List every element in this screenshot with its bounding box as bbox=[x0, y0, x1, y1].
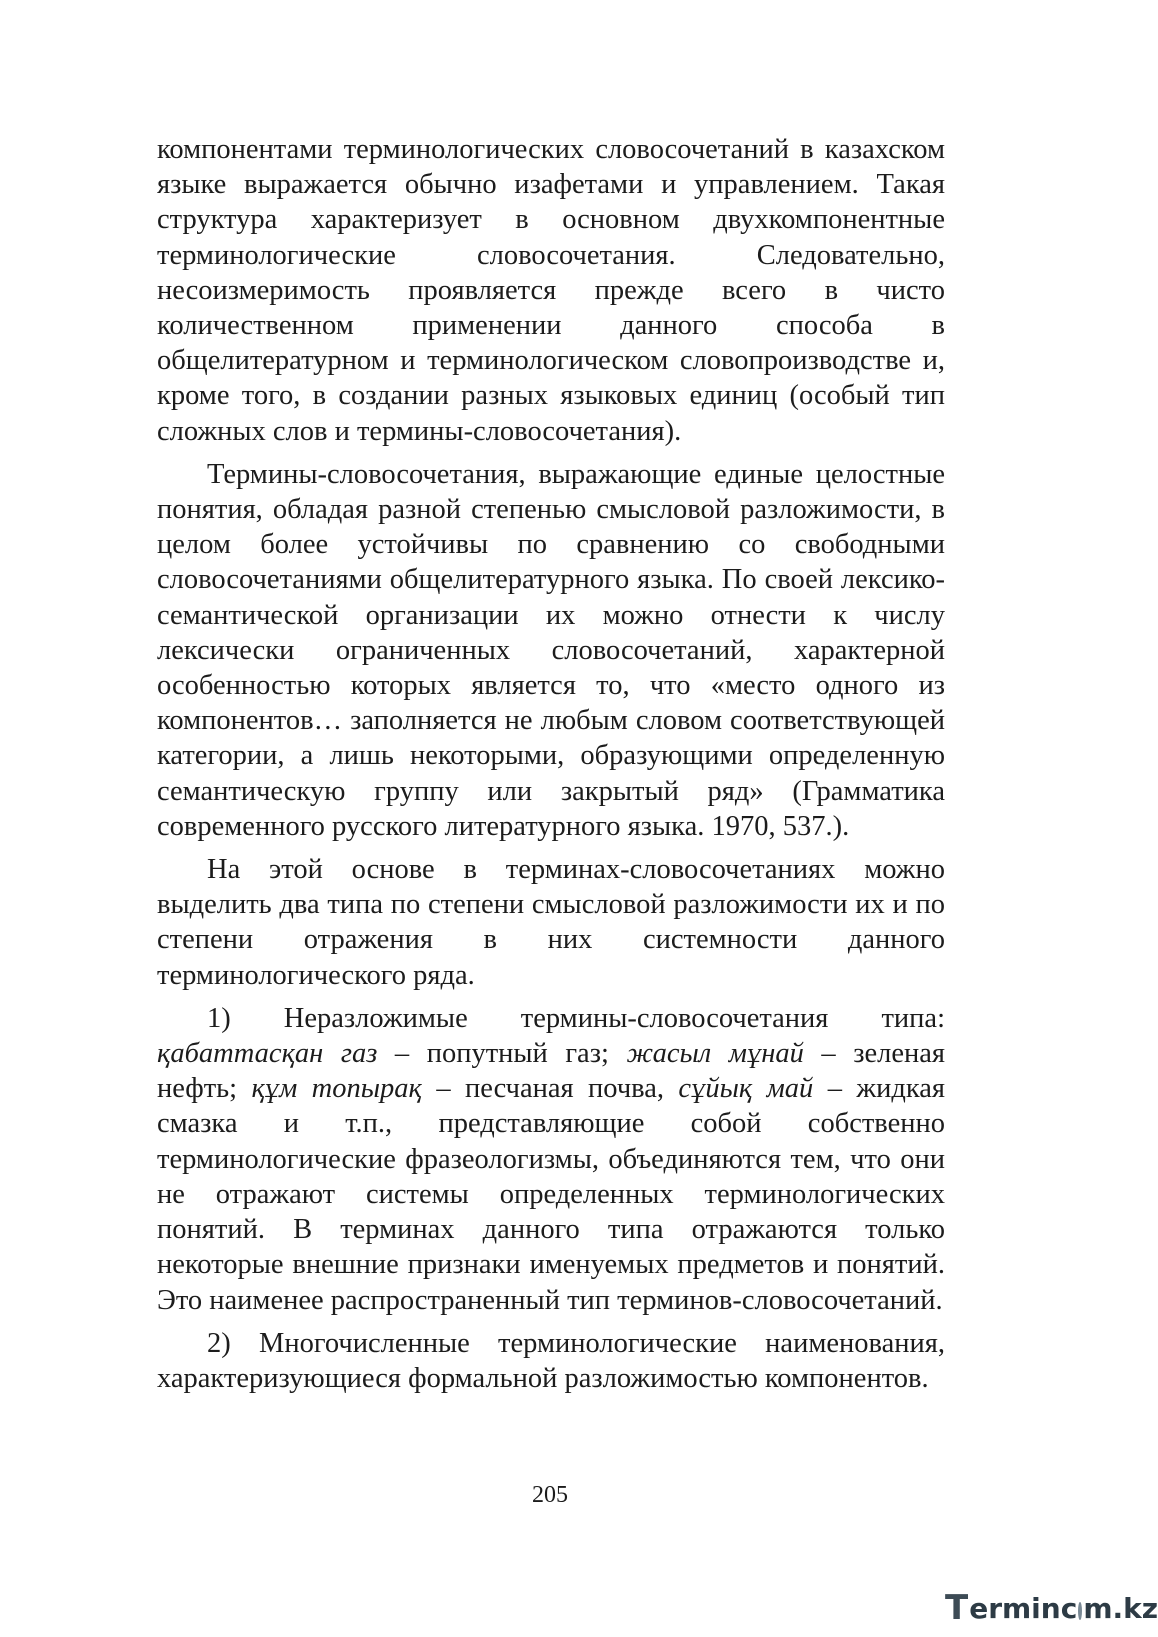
translation: – попутный газ; bbox=[377, 1038, 627, 1070]
watermark-text-1: erminc bbox=[969, 1591, 1078, 1625]
item1-rest: – жидкая смазка и т.п., представляющие собой собственно терминологические фразеологизмы, объединяются тем, что они не отражают системы определенных терминологических понятий. В терминах данного типа отражаются только некоторые внешние признаки именуемых предметов и понятий. Это наименее распространенный тип терминов-словосочетаний. bbox=[157, 1073, 945, 1316]
paragraph-continuation: компонентами терминологических словосочетаний в казахском языке выражается обычно изафетами и управлением. Такая структура характеризует в основном двухкомпонентные терминологические словосочетания. Следовательно, несоизмеримость проявляется прежде всего в чисто количественном применении данного способа в общелитературном и терминологическом словопроизводстве и, кроме того, в создании разных языковых единиц (особый тип сложных слов и термины-словосочетания). bbox=[157, 134, 945, 447]
kazakh-term: құм топырақ bbox=[251, 1073, 422, 1105]
translation: – зеленая нефть; bbox=[157, 1038, 945, 1105]
kazakh-term: қабаттасқан газ bbox=[157, 1038, 378, 1070]
list-item-1 bbox=[157, 1001, 945, 1318]
paragraph-terms-phrases: Термины-словосочетания, выражающие единые целостные понятия, обладая разной степенью смысловой разложимости, в целом более устойчивы по сравнению со свободными словосочетаниями общелитературного языка. По своей лексико-семантической организации их можно отнести к числу лексически ограниченных словосочетаний, характерной особенностью которых является то, что «место одного из компонентов… заполняется не любым словом соответствующей категории, а лишь некоторыми, образующими определенную семантическую группу или закрытый ряд» (Грамматика современного русского литературного языка. 1970, 537.). bbox=[157, 458, 945, 842]
magnifier-icon bbox=[1078, 1602, 1082, 1620]
watermark-text-2: m.kz bbox=[1083, 1591, 1158, 1625]
translation: – песчаная почва, bbox=[421, 1073, 679, 1105]
page-number: 205 bbox=[532, 1482, 568, 1508]
list-item-2: 2) Многочисленные терминологические наименования, характеризующиеся формальной разложимостью компонентов. bbox=[157, 1327, 945, 1394]
paragraph-two-types: На этой основе в терминах-словосочетаниях можно выделить два типа по степени смысловой разложимости их и по степени отражения в них системности данного терминологического ряда. bbox=[157, 854, 945, 991]
watermark-t: T bbox=[945, 1588, 969, 1628]
body-text bbox=[157, 132, 945, 1396]
item1-intro: 1) Неразложимые термины-словосочетания типа: bbox=[207, 1002, 945, 1034]
kazakh-term: жасыл мұнай bbox=[626, 1038, 804, 1070]
kazakh-term: сұйық май bbox=[678, 1073, 814, 1105]
site-watermark-logo bbox=[945, 1588, 1158, 1628]
